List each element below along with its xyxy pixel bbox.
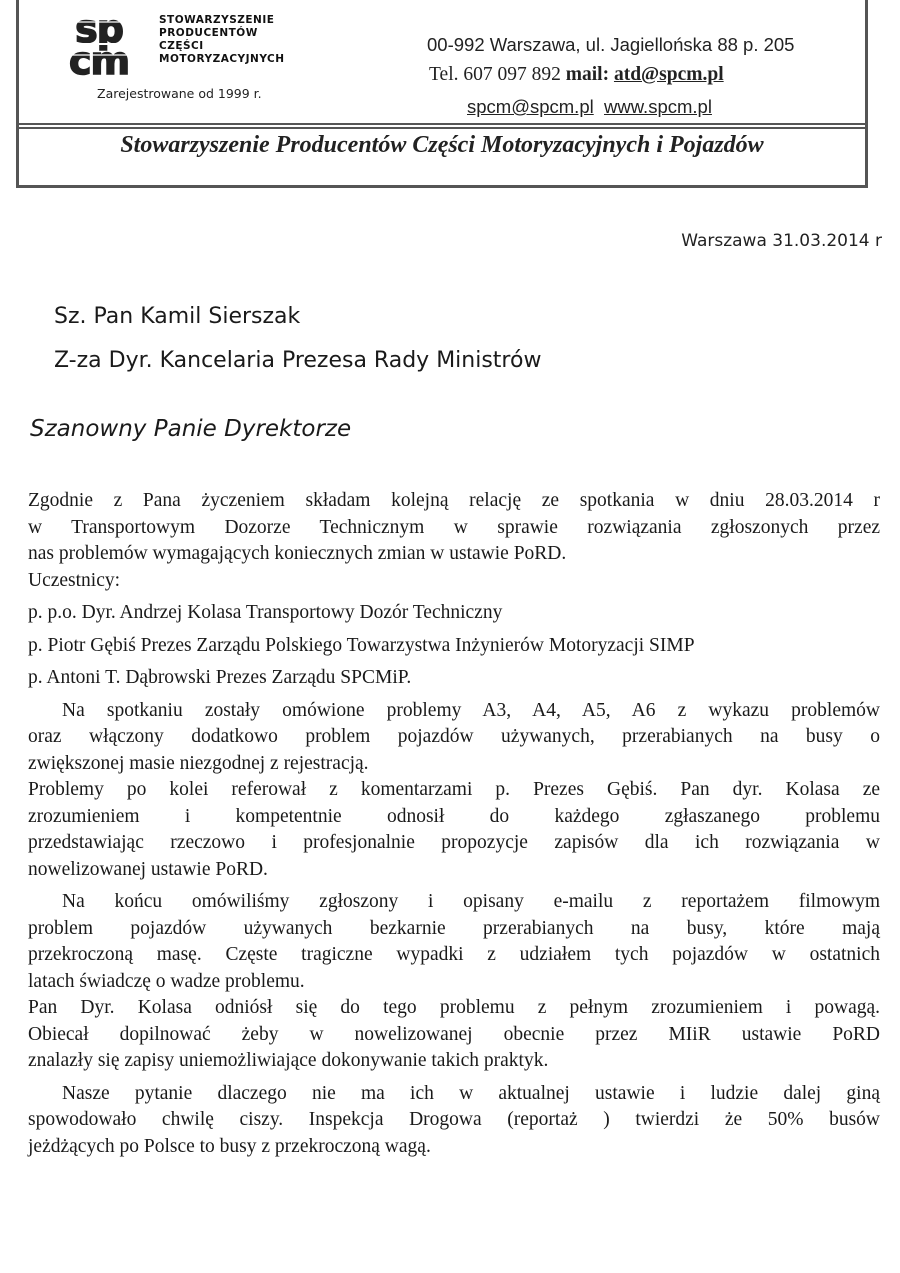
- spcm-logo: [47, 10, 152, 76]
- body-line: oraz włączony dodatkowo problem pojazdów używanych, przerabianych na busy o: [28, 726, 880, 747]
- letter-date: Warszawa 31.03.2014 r: [681, 231, 882, 251]
- letterhead-divider: [19, 127, 865, 129]
- letterhead: [16, 0, 868, 188]
- body-line: Pan Dyr. Kolasa odniósł się do tego problemu z pełnym zrozumieniem i powagą.: [28, 997, 880, 1018]
- org-full-name: Stowarzyszenie Producentów Części Motoryzacyjnych i Pojazdów: [120, 132, 764, 158]
- org-name-block: [159, 14, 285, 66]
- body-line: nowelizowanej ustawie PoRD.: [28, 858, 268, 880]
- contact-web: [467, 96, 712, 118]
- website-link[interactable]: www.spcm.pl: [604, 96, 712, 117]
- body-line: nas problemów wymagających koniecznych zmian w ustawie PoRD.: [28, 543, 567, 564]
- body-line: przedstawiając rzeczowo i profesjonalnie propozycje zapisów dla ich rozwiązania w: [28, 832, 880, 853]
- org-line: MOTORYZACYJNYCH: [159, 53, 285, 65]
- body-line: spowodowało chwilę ciszy. Inspekcja Drogowa (reportaż ) twierdzi że 50% busów: [28, 1109, 880, 1130]
- logo-text-top: sp: [75, 10, 123, 51]
- addressee-name: Sz. Pan Kamil Sierszak: [54, 304, 301, 329]
- participant-item: p. Antoni T. Dąbrowski Prezes Zarządu SPCMiP.: [28, 667, 412, 688]
- org-line: PRODUCENTÓW: [159, 27, 258, 39]
- body-line: problem pojazdów używanych bezkarnie przerabianych na busy, które mają: [28, 917, 880, 939]
- salutation: Szanowny Panie Dyrektorze: [30, 416, 352, 442]
- addressee-title: Z-za Dyr. Kancelaria Prezesa Rady Ministrów: [54, 348, 542, 373]
- body-line: w Transportowym Dozorze Technicznym w sprawie rozwiązania zgłoszonych przez: [28, 516, 880, 538]
- body-line: Obiecał dopilnować żeby w nowelizowanej obecnie przez MIiR ustawie PoRD: [28, 1023, 880, 1045]
- body-line: Nasze pytanie dlaczego nie ma ich w aktualnej ustawie i ludzie dalej giną: [62, 1082, 880, 1104]
- body-line: Zgodnie z Pana życzeniem składam kolejną relację ze spotkania w dniu 28.03.2014 r: [28, 490, 880, 511]
- body-line: latach świadczę o wadze problemu.: [28, 970, 305, 992]
- registered-since: Zarejestrowane od 1999 r.: [97, 86, 262, 101]
- mail-label: mail:: [565, 64, 614, 85]
- body-line: Na spotkaniu zostały omówione problemy A3, A4, A5, A6 z wykazu problemów: [62, 699, 880, 721]
- phone-number: Tel. 607 097 892: [429, 64, 566, 85]
- mail-link[interactable]: atd@spcm.pl: [613, 64, 724, 85]
- body-line: zrozumieniem i kompetentnie odnosił do każdego zgłaszanego problemu: [28, 805, 880, 827]
- logo-text-bottom: cm: [68, 39, 130, 76]
- body-line: Na końcu omówiliśmy zgłoszony i opisany e-mailu z reportażem filmowym: [62, 891, 880, 912]
- letterhead-top: [19, 0, 865, 125]
- letter-body: [28, 488, 880, 1160]
- email-link[interactable]: spcm@spcm.pl: [467, 96, 594, 117]
- body-line: Problemy po kolei referował z komentarzami p. Prezes Gębiś. Pan dyr. Kolasa ze: [28, 779, 880, 800]
- org-line: STOWARZYSZENIE: [159, 14, 275, 26]
- postal-address: 00-992 Warszawa, ul. Jagiellońska 88 p. 205: [427, 34, 795, 55]
- participant-item: p. p.o. Dyr. Andrzej Kolasa Transportowy Dozór Techniczny: [28, 602, 503, 623]
- participants-label: Uczestnicy:: [28, 569, 121, 591]
- body-line: znalazły się zapisy uniemożliwiające dokonywanie takich praktyk.: [28, 1050, 549, 1071]
- contact-phone-mail: [429, 64, 724, 86]
- participant-item: p. Piotr Gębiś Prezes Zarządu Polskiego Towarzystwa Inżynierów Motoryzacji SIMP: [28, 634, 695, 656]
- body-line: jeżdżących po Polsce to busy z przekroczoną wagą.: [28, 1135, 431, 1157]
- body-line: przekroczoną masę. Częste tragiczne wypadki z udziałem tych pojazdów w ostatnich: [28, 944, 880, 965]
- org-line: CZĘŚCI: [159, 40, 204, 52]
- body-line: zwiększonej masie niezgodnej z rejestracją.: [28, 752, 369, 774]
